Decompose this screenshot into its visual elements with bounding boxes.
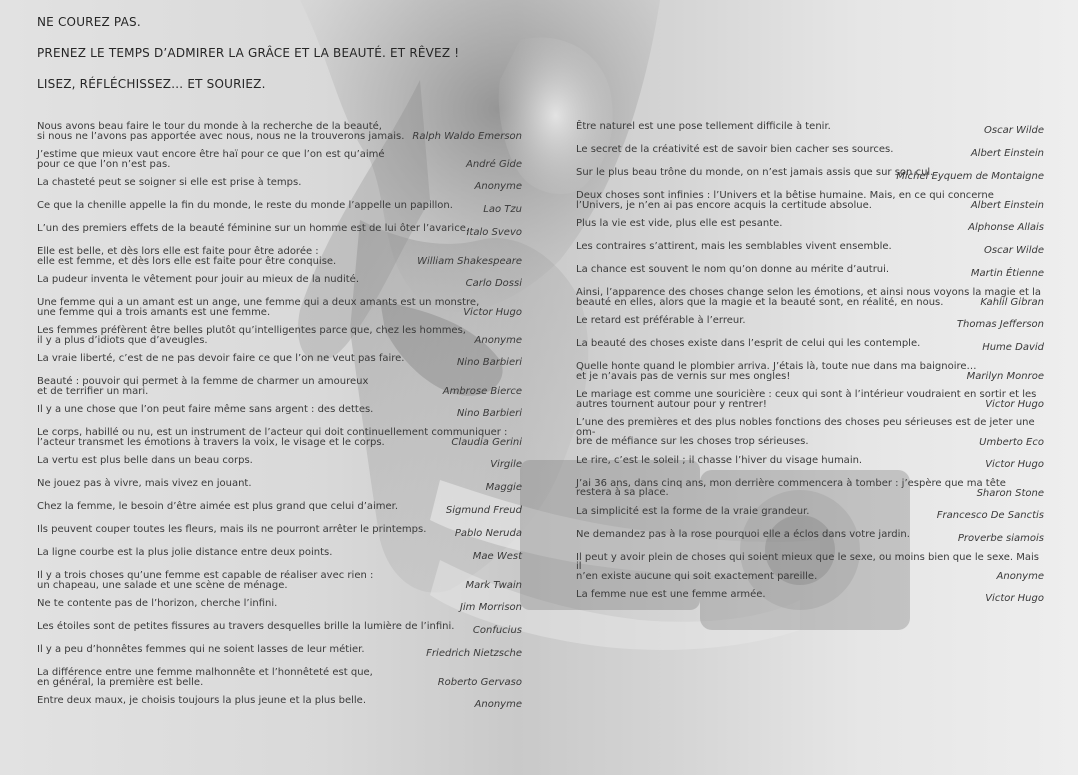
quote-text: La pudeur inventa le vêtement pour jouir au mieux de la nudité.	[37, 274, 359, 285]
heading-line-1: NE COUREZ PAS.	[37, 15, 141, 29]
quote-author: Confucius	[472, 625, 522, 636]
quote-item	[37, 693, 522, 710]
quote-text: Ne demandez pas à la rose pourquoi elle a éclos dans votre jardin.	[576, 528, 910, 540]
quote-author: Friedrich Nietzsche	[426, 648, 522, 659]
quote-author: Ralph Waldo Emerson	[412, 131, 522, 142]
quote-item	[576, 165, 1044, 182]
quote-text: La femme nue est une femme armée.	[576, 589, 766, 600]
quote-text: La différence entre une femme malhonnête et l’honnêteté est que, en général, la première est belle.	[37, 667, 373, 688]
quote-item	[37, 402, 522, 419]
quote-item	[37, 244, 522, 266]
quote-item	[37, 499, 522, 516]
quote-item	[37, 221, 522, 238]
quote-author: Pablo Neruda	[454, 528, 522, 539]
quote-author: Thomas Jefferson	[956, 319, 1044, 330]
quote-author: Maggie	[485, 482, 522, 493]
quote-text: Nous avons beau faire le tour du monde à la recherche de la beauté, si nous ne l’avons pas apportée avec nous, nous ne la trouverons jamais.	[37, 121, 405, 142]
quote-author: Nino Barbieri	[456, 357, 522, 368]
quote-author: Virgile	[490, 459, 522, 470]
quote-author: Lao Tzu	[483, 204, 522, 215]
quote-text: L’un des premiers effets de la beauté féminine sur un homme est de lui ôter l’avarice.	[37, 223, 470, 234]
quote-text: Les femmes préfèrent être belles plutôt qu’intelligentes parce que, chez les hommes, il y a plus d’idiots que d’aveugles.	[37, 325, 466, 346]
quote-text: Quelle honte quand le plombier arriva. J’étais là, toute nue dans ma baignoire… et je n’avais pas de vernis sur mes ongles!	[576, 361, 977, 382]
quote-author: Kahlil Gibran	[980, 297, 1044, 308]
quote-text: La ligne courbe est la plus jolie distance entre deux points.	[37, 547, 333, 558]
quote-item	[576, 239, 1044, 256]
quote-author: Carlo Dossi	[465, 278, 522, 289]
quote-author: Italo Svevo	[466, 227, 522, 238]
quote-item	[37, 568, 522, 590]
quote-text: Une femme qui a un amant est un ange, une femme qui a deux amants est un monstre, une femme qui a trois amants est une femme.	[37, 297, 480, 318]
quote-author: Proverbe siamois	[957, 532, 1044, 544]
quote-item	[37, 323, 522, 345]
quote-author: Oscar Wilde	[984, 245, 1044, 256]
quote-item	[37, 374, 522, 396]
quote-text: Le mariage est comme une souricière : ceux qui sont à l’intérieur voudraient en sortir et les autres tournent autour pour y rentrer!	[576, 389, 1037, 410]
quote-author: Anonyme	[996, 571, 1044, 582]
quote-author: Mark Twain	[465, 580, 522, 591]
quote-text: Ne jouez pas à vivre, mais vivez en jouant.	[37, 478, 252, 489]
quote-author: Umberto Eco	[979, 436, 1044, 448]
quote-item	[37, 198, 522, 215]
quote-author: André Gide	[466, 159, 522, 170]
quote-item	[576, 285, 1044, 307]
quote-text: Il y a trois choses qu’une femme est capable de réaliser avec rien : un chapeau, une salade et une scène de ménage.	[37, 570, 374, 591]
quote-item	[37, 351, 522, 368]
quote-text: La vertu est plus belle dans un beau corps.	[37, 455, 253, 466]
quote-text: Plus la vie est vide, plus elle est pesante.	[576, 218, 783, 229]
quote-item	[37, 453, 522, 470]
quote-author: Victor Hugo	[463, 307, 522, 318]
quote-item	[37, 476, 522, 493]
quote-item	[576, 359, 1044, 381]
quote-item	[576, 415, 1044, 447]
quote-text: Deux choses sont infinies : l’Univers et la bêtise humaine. Mais, en ce qui concerne l’Univers, je n’en ai pas encore acquis la certitude absolue.	[576, 190, 994, 211]
quote-author: Anonyme	[474, 335, 522, 346]
heading-line-2: PRENEZ LE TEMPS D’ADMIRER LA GRÂCE ET LA BEAUTÉ. ET RÊVEZ !	[37, 46, 460, 60]
quote-author: Victor Hugo	[985, 399, 1044, 410]
quote-author: Claudia Gerini	[451, 437, 522, 448]
quote-item	[576, 188, 1044, 210]
quote-author: Roberto Gervaso	[437, 677, 522, 688]
quote-item	[37, 272, 522, 289]
quote-author: Jim Morrison	[459, 602, 522, 613]
quote-text: La vraie liberté, c’est de ne pas devoir faire ce que l’on ne veut pas faire.	[37, 353, 405, 364]
quote-author: Anonyme	[474, 181, 522, 192]
quote-text: Ce que la chenille appelle la fin du monde, le reste du monde l’appelle un papillon.	[37, 200, 453, 211]
quote-item	[576, 119, 1044, 136]
quote-item	[37, 119, 522, 141]
quote-text: Il y a une chose que l’on peut faire même sans argent : des dettes.	[37, 404, 374, 415]
quote-item	[37, 522, 522, 539]
quote-author: Alphonse Allais	[968, 222, 1044, 233]
quote-item	[576, 313, 1044, 330]
quote-author: Marilyn Monroe	[966, 371, 1044, 382]
quote-author: Albert Einstein	[970, 200, 1044, 211]
quote-item	[37, 642, 522, 659]
quote-text: La chasteté peut se soigner si elle est prise à temps.	[37, 177, 302, 188]
quote-text: J’ai 36 ans, dans cinq ans, mon derrière commencera à tomber : j’espère que ma tête restera à sa place.	[576, 477, 1006, 498]
quote-text: Les étoiles sont de petites fissures au travers desquelles brille la lumière de l’infini.	[37, 621, 455, 632]
quote-text: Beauté : pouvoir qui permet à la femme de charmer un amoureux et de terrifier un mari.	[37, 376, 369, 397]
quotes-left-column	[37, 119, 522, 716]
quote-item	[576, 216, 1044, 233]
quote-item	[576, 387, 1044, 409]
heading-line-3: LISEZ, RÉFLÉCHISSEZ… ET SOURIEZ.	[37, 77, 266, 91]
quote-text: J’estime que mieux vaut encore être haï pour ce que l’on est qu’aimé pour ce que l’on n’est pas.	[37, 149, 385, 170]
quote-item	[576, 336, 1044, 353]
quote-author: Sigmund Freud	[445, 505, 522, 516]
quote-text: L’une des premières et des plus nobles fonctions des choses peu sérieuses est de jeter une om- bre de méfiance sur les choses trop sérieuses.	[576, 417, 1035, 447]
quote-item	[37, 545, 522, 562]
quote-text: Il peut y avoir plein de choses qui soient mieux que le sexe, ou moins bien que le sexe. Mais il n’en existe aucune qui soit exactement pareille.	[576, 551, 1039, 582]
quote-author: Albert Einstein	[970, 148, 1044, 159]
quote-author: William Shakespeare	[417, 256, 522, 267]
quote-item	[37, 619, 522, 636]
quote-author: Anonyme	[474, 699, 522, 710]
quote-text: Le secret de la créativité est de savoir bien cacher ses sources.	[576, 144, 894, 155]
quote-text: Il y a peu d’honnêtes femmes qui ne soient lasses de leur métier.	[37, 644, 365, 655]
quote-text: Être naturel est une pose tellement difficile à tenir.	[576, 121, 831, 132]
quote-author: Victor Hugo	[985, 458, 1044, 470]
quote-author: Nino Barbieri	[456, 408, 522, 419]
quote-item	[576, 453, 1044, 470]
quote-item	[576, 142, 1044, 159]
headings	[37, 14, 637, 92]
quote-text: Ils peuvent couper toutes les fleurs, mais ils ne pourront arrêter le printemps.	[37, 524, 427, 535]
quote-text: La chance est souvent le nom qu’on donne au mérite d’autrui.	[576, 264, 890, 275]
quote-item	[37, 175, 522, 192]
quote-item	[37, 596, 522, 613]
quote-item	[37, 665, 522, 687]
quote-text: Le retard est préférable à l’erreur.	[576, 315, 746, 326]
quote-item	[576, 550, 1044, 582]
quote-item	[576, 262, 1044, 279]
quote-author: Hume David	[982, 342, 1044, 353]
quote-text: Elle est belle, et dès lors elle est faite pour être adorée : elle est femme, et dès lors elle est faite pour être conquise.	[37, 246, 337, 267]
quote-text: Le rire, c’est le soleil ; il chasse l’hiver du visage humain.	[576, 454, 863, 466]
quote-author: Martin Étienne	[970, 268, 1044, 279]
quote-text: Ainsi, l’apparence des choses change selon les émotions, et ainsi nous voyons la magie et la beauté en elles, alors que la magie et la beauté sont, en réalité, en nous.	[576, 287, 1042, 308]
quote-author: Michel Eyquem de Montaigne	[896, 171, 1044, 182]
quote-text: Le corps, habillé ou nu, est un instrument de l’acteur qui doit continuellement communiquer : l’acteur transmet les émotions à travers la voix, le visage et le corps.	[37, 427, 508, 448]
quote-author: Ambrose Bierce	[442, 386, 522, 397]
quote-author: Oscar Wilde	[984, 125, 1044, 136]
quote-item	[37, 425, 522, 447]
quote-text: Sur le plus beau trône du monde, on n’est jamais assis que sur son cul.	[576, 167, 934, 178]
quote-item	[576, 476, 1044, 498]
quote-text: Les contraires s’attirent, mais les semblables vivent ensemble.	[576, 241, 892, 252]
quote-author: Victor Hugo	[985, 593, 1044, 604]
quote-text: Ne te contente pas de l’horizon, cherche l’infini.	[37, 598, 278, 609]
quotes-right-column	[576, 119, 1044, 610]
quote-item	[576, 587, 1044, 604]
quote-text: Entre deux maux, je choisis toujours la plus jeune et la plus belle.	[37, 695, 366, 706]
quote-item	[576, 504, 1044, 521]
quote-text: La beauté des choses existe dans l’esprit de celui qui les contemple.	[576, 338, 921, 349]
quote-item	[37, 295, 522, 317]
quote-item	[37, 147, 522, 169]
quote-item	[576, 527, 1044, 544]
quote-text: La simplicité est la forme de la vraie grandeur.	[576, 505, 810, 517]
quote-text: Chez la femme, le besoin d’être aimée est plus grand que celui d’aimer.	[37, 501, 399, 512]
quote-author: Mae West	[472, 551, 522, 562]
quote-author: Francesco De Sanctis	[936, 509, 1044, 521]
quote-author: Sharon Stone	[976, 487, 1044, 499]
